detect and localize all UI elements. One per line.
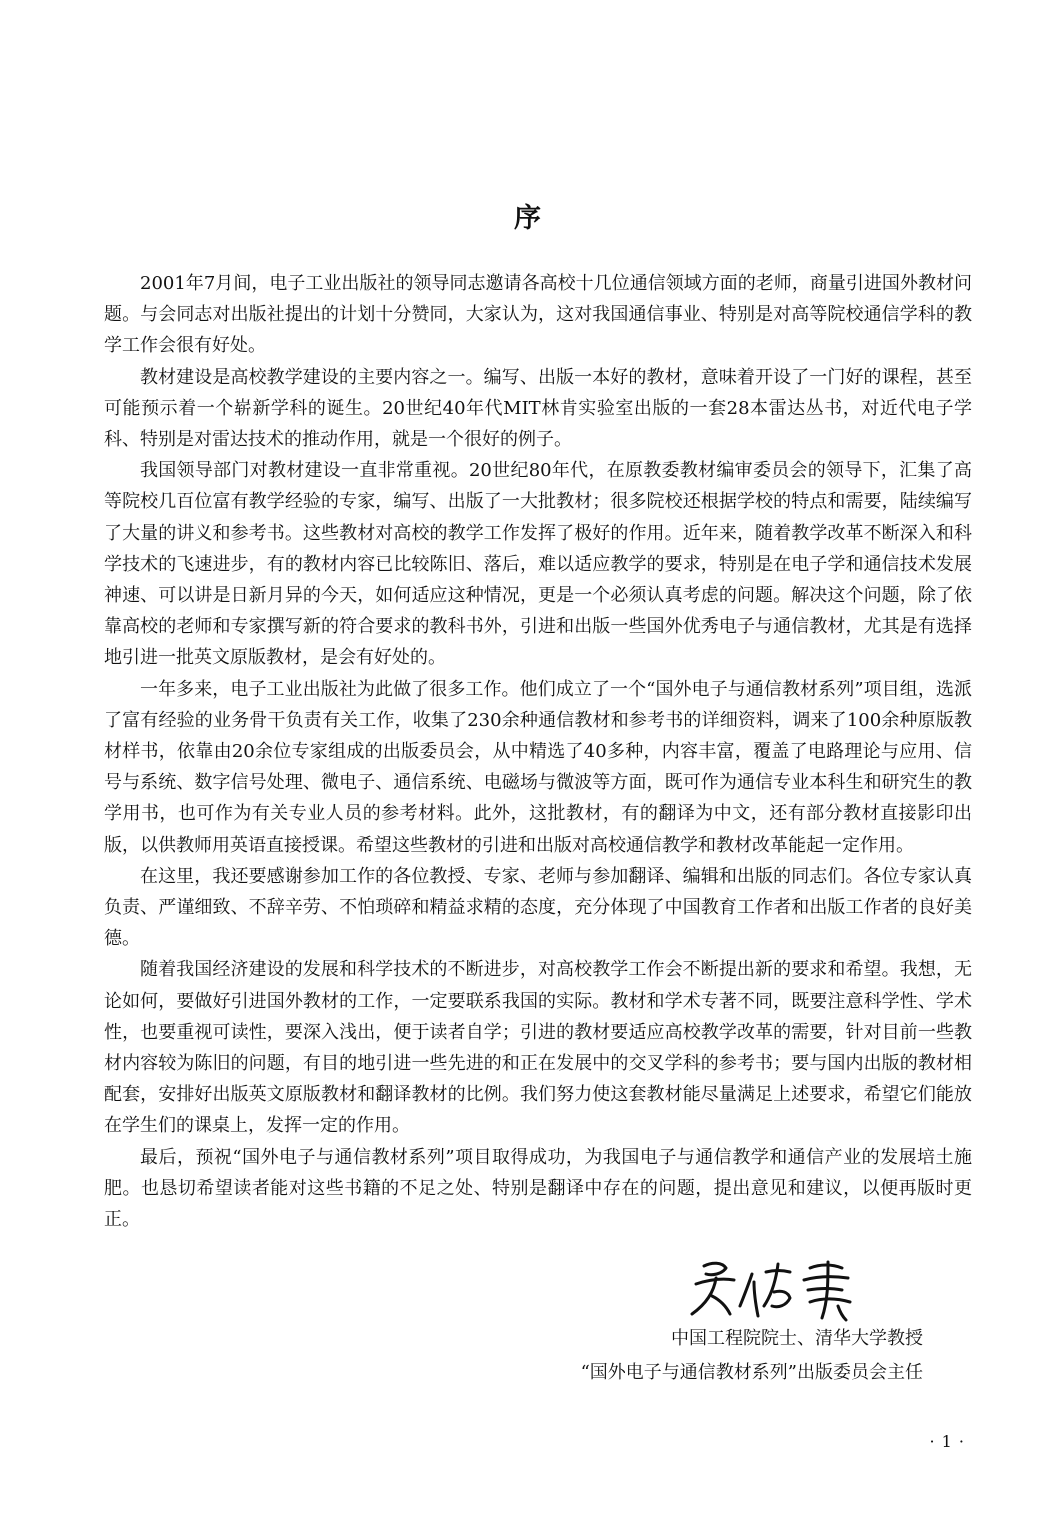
paragraph-7: 最后，预祝“国外电子与通信教材系列”项目取得成功，为我国电子与通信教学和通信产业的发展培土施肥。也恳切希望读者能对这些书籍的不足之处、特别是翻译中存在的问题，提出意见和建议，以便再版时更正。 xyxy=(104,1146,972,1231)
author-affiliation xyxy=(581,1322,923,1390)
paragraph-4: 一年多来，电子工业出版社为此做了很多工作。他们成立了一个“国外电子与通信教材系列”项目组，选派了富有经验的业务骨干负责有关工作，收集了230余种通信教材和参考书的详细资料，调来了100余种原版教材样书，依靠由20余位专家组成的出版委员会，从中精选了40多种，内容丰富，覆盖了电路理论与应用、信号与系统、数字信号处理、微电子、通信系统、电磁场与微波等方面，既可作为通信专业本科生和研究生的教学用书，也可作为有关专业人员的参考材料。此外，这批教材，有的翻译为中文，还有部分教材直接影印出版，以供教师用英语直接授课。希望这些教材的引进和出版对高校通信教学和教材改革能起一定作用。 xyxy=(104,678,972,856)
affiliation-line-2: “国外电子与通信教材系列”出版委员会主任 xyxy=(580,1362,923,1383)
handwritten-signature xyxy=(682,1256,862,1324)
page-title: 序 xyxy=(514,203,543,234)
paragraph-3: 我国领导部门对教材建设一直非常重视。20世纪80年代，在原教委教材编审委员会的领导下，汇集了高等院校几百位富有教学经验的专家，编写、出版了一大批教材；很多院校还根据学校的特点和需要，陆续编写了大量的讲义和参考书。这些教材对高校的教学工作发挥了极好的作用。近年来，随着教学改革不断深入和科学技术的飞速进步，有的教材内容已比较陈旧、落后，难以适应教学的要求，特别是在电子学和通信技术发展神速、可以讲是日新月异的今天，如何适应这种情况，更是一个必须认真考虑的问题。解决这个问题，除了依靠高校的老师和专家撰写新的符合要求的教科书外，引进和出版一些国外优秀电子与通信教材，尤其是有选择地引进一批英文原版教材，是会有好处的。 xyxy=(104,460,972,669)
paragraph-5: 在这里，我还要感谢参加工作的各位教授、专家、老师与参加翻译、编辑和出版的同志们。各位专家认真负责、严谨细致、不辞辛劳、不怕琐碎和精益求精的态度，充分体现了中国教育工作者和出版工作者的良好美德。 xyxy=(104,865,972,950)
paragraph-6: 随着我国经济建设的发展和科学技术的不断进步，对高校教学工作会不断提出新的要求和希望。我想，无论如何，要做好引进国外教材的工作，一定要联系我国的实际。教材和学术专著不同，既要注意科学性、学术性，也要重视可读性，要深入浅出，便于读者自学；引进的教材要适应高校教学改革的需要，针对目前一些教材内容较为陈旧的问题，有目的地引进一些先进的和正在发展中的交叉学科的参考书；要与国内出版的教材相配套，安排好出版英文原版教材和翻译教材的比例。我们努力使这套教材能尽量满足上述要求，希望它们能放在学生们的课桌上，发挥一定的作用。 xyxy=(104,959,972,1137)
affiliation-line-1: 中国工程院院士、清华大学教授 xyxy=(671,1328,923,1349)
paragraph-1: 2001年7月间，电子工业出版社的领导同志邀请各高校十几位通信领域方面的老师，商量引进国外教材问题。与会同志对出版社提出的计划十分赞同，大家认为，这对我国通信事业、特别是对高等院校通信学科的教学工作会很有好处。 xyxy=(104,273,972,357)
page-number: · 1 · xyxy=(929,1432,965,1451)
paragraph-2: 教材建设是高校教学建设的主要内容之一。编写、出版一本好的教材，意味着开设了一门好的课程，甚至可能预示着一个崭新学科的诞生。20世纪40年代MIT林肯实验室出版的一套28本雷达丛书，对近代电子学科、特别是对雷达技术的推动作用，就是一个很好的例子。 xyxy=(104,366,972,451)
preface-body xyxy=(104,268,972,1235)
